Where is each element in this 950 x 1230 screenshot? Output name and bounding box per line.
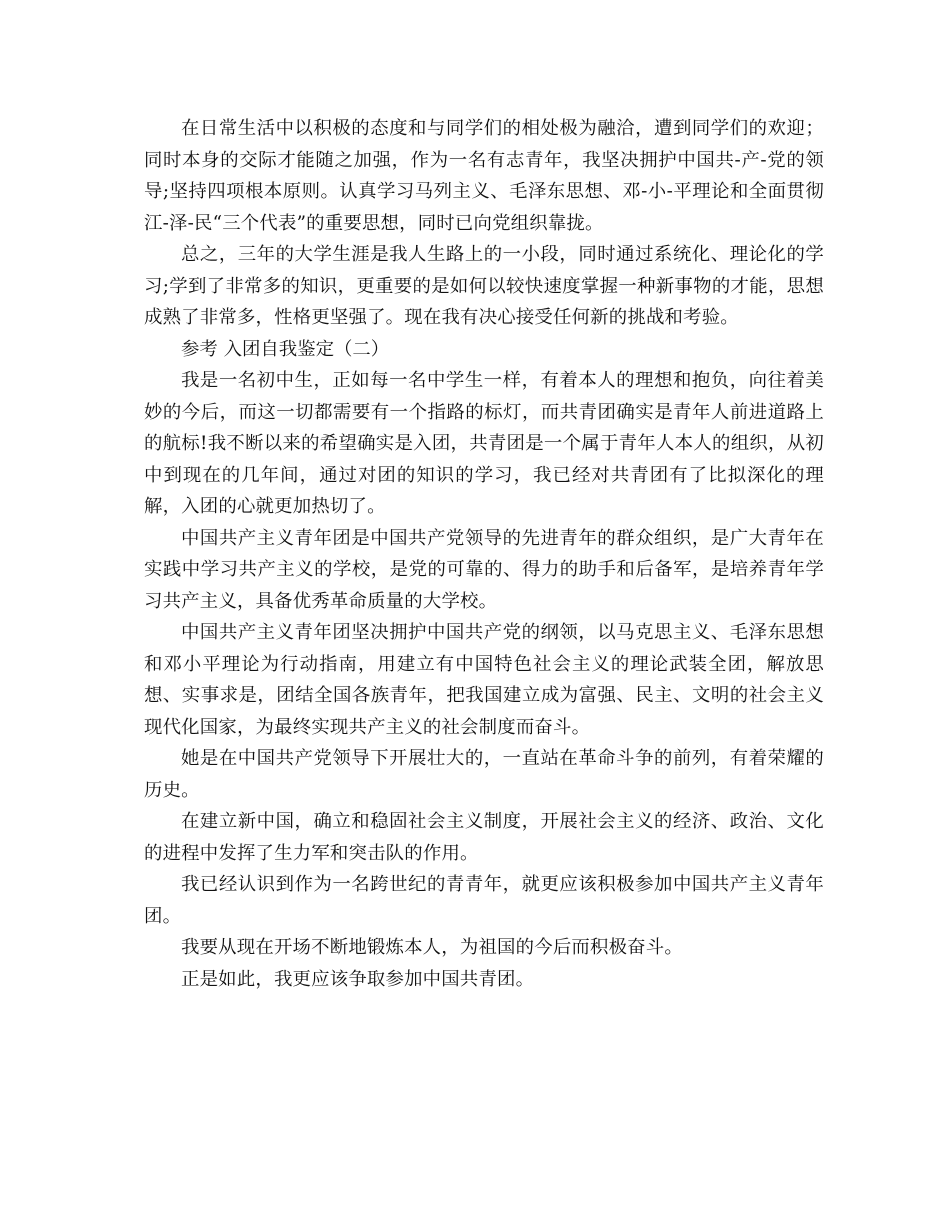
paragraph-daily-life: 在日常生活中以积极的态度和与同学们的相处极为融洽，遭到同学们的欢迎；同时本身的交际才能随之加强，作为一名有志青年，我坚决拥护中国共-产-党的领导;坚持四项根本原则。认真学习马列主义、毛泽东思想、邓-小-平理论和全面贯彻江-泽-民“三个代表”的重要思想，同时已向党组织靠拢。: [144, 118, 824, 234]
paragraph-league-program: 中国共产主义青年团坚决拥护中国共产党的纲领，以马克思主义、毛泽东思想和邓小平理论为行动指南，用建立有中国特色社会主义的理论武装全团，解放思想、实事求是，团结全国各族青年，把我国建立成为富强、民主、文明的社会主义现代化国家，为最终实现共产主义的社会制度而奋斗。: [144, 622, 824, 738]
section-heading: 参考 入团自我鉴定（二）: [181, 338, 390, 360]
paragraph-intro: 我是一名初中生，正如每一名中学生一样，有着本人的理想和抱负，向往着美妙的今后，而这一切都需要有一个指路的标灯，而共青团确实是青年人前进道路上的航标!我不断以来的希望确实是入团，共青团是一个属于青年人本人的组织，从初中到现在的几年间，通过对团的知识的学习，我已经对共青团有了比拟深化的理解，入团的心就更加热切了。: [144, 370, 824, 517]
paragraph-recognition: 我已经认识到作为一名跨世纪的青青年，就更应该积极参加中国共产主义青年团。: [144, 874, 824, 927]
paragraph-resolve: 我要从现在开场不断地锻炼本人，为祖国的今后而积极奋斗。: [181, 937, 683, 958]
paragraph-summary: 总之，三年的大学生涯是我人生路上的一小段，同时通过系统化、理论化的学习;学到了非常多的知识，更重要的是如何以较快速度掌握一种新事物的才能，思想成熟了非常多，性格更坚强了。现在我有决心接受任何新的挑战和考验。: [144, 244, 824, 328]
paragraph-conclusion: 正是如此，我更应该争取参加中国共青团。: [181, 968, 535, 990]
paragraph-history: 她是在中国共产党领导下开展壮大的，一直站在革命斗争的前列，有着荣耀的历史。: [144, 748, 824, 801]
paragraph-league-definition: 中国共产主义青年团是中国共产党领导的先进青年的群众组织，是广大青年在实践中学习共产主义的学校，是党的可靠的、得力的助手和后备军，是培养青年学习共产主义，具备优秀革命质量的大学校。: [144, 527, 824, 612]
paragraph-role: 在建立新中国，确立和稳固社会主义制度，开展社会主义的经济、政治、文化的进程中发挥了生力军和突击队的作用。: [144, 811, 824, 864]
document-body: [144, 113, 824, 995]
